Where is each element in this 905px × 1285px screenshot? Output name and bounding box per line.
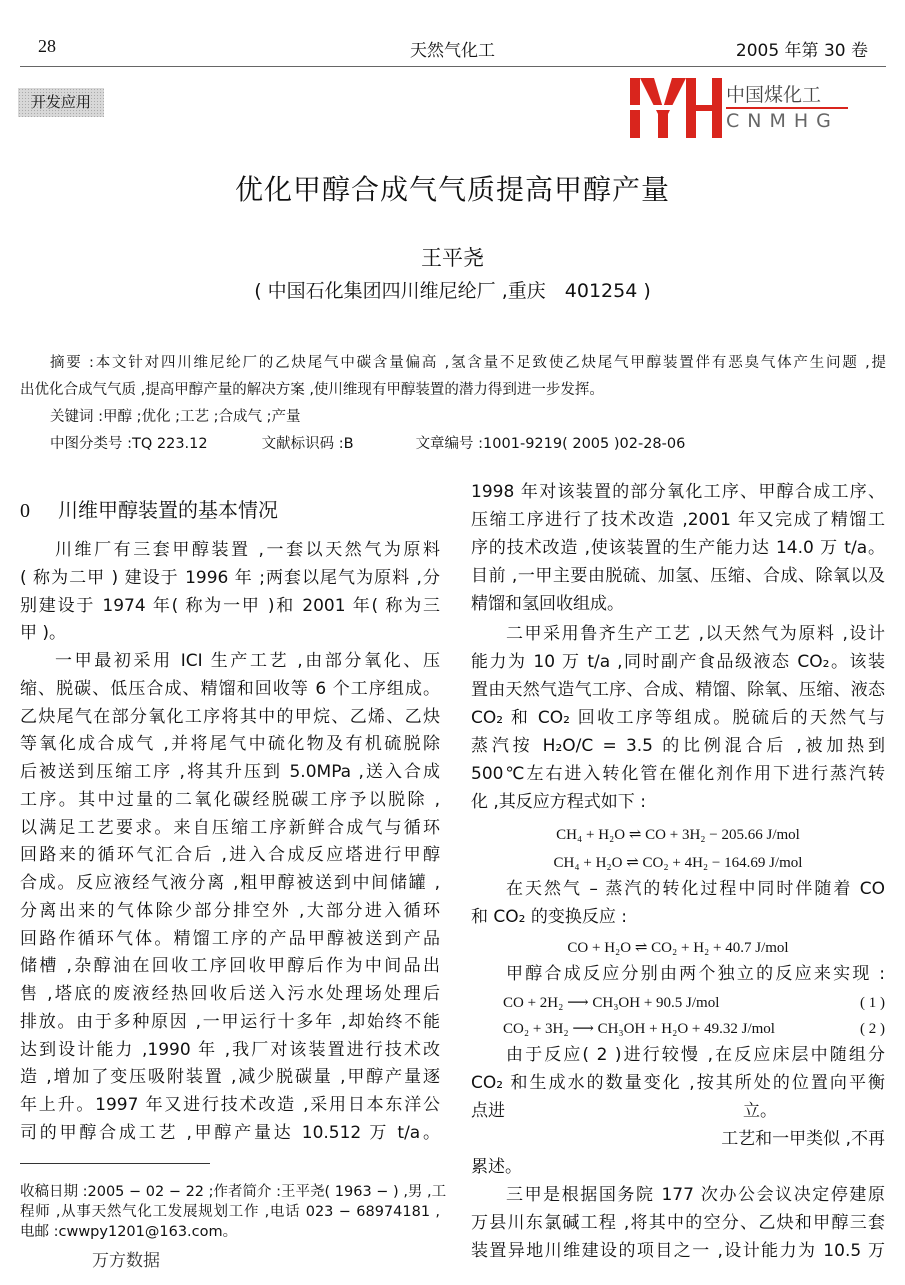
text-line [471,1098,885,1124]
text-line [20,704,440,730]
text-line-content: 工序。其中过量的二氧化碳经脱碳工序予以脱除 , [20,789,440,810]
text-line [20,953,440,979]
text-line-content: 缩、脱碳、低压合成、精馏和回收等 6 个工序组成。 [20,678,440,699]
equation-number: ( 2 ) [860,1021,885,1037]
text-line [20,1009,440,1035]
text-line [471,479,885,505]
text-line-content: 万县川东氯碱工程 ,将其中的空分、乙炔和甲醇三套 [471,1213,885,1233]
equation-text: CH₄ + H₂O ⇌ CO + 3H₂ − 205.66 J/mol [556,827,800,843]
text-line-content: 回路作循环气体。精馏工序的产品甲醇被送到产品 [20,928,440,949]
text-line [20,620,440,646]
text-line [471,677,885,703]
equation [471,935,885,961]
equation-number: ( 1 ) [860,995,885,1011]
cnmhg-logo [630,78,870,138]
text-line-content: 1998 年对该装置的部分氧化工序、甲醇合成工序、 [471,482,885,502]
text-line-content: CO₂ 和 CO₂ 回收工序等组成。脱硫后的天然气与 [471,708,885,728]
text-line [471,563,885,589]
text-line-content: 和 CO₂ 的变换反应 : [471,907,628,927]
logo-name-en: CNMHG [726,110,839,132]
text-line-content: 二甲采用鲁齐生产工艺 ,以天然气为原料 ,设计 [506,624,885,644]
footnote-line: 电邮 :cwwpy1201@163.com。 [20,1224,238,1240]
text-line-content: 达到设计能力 ,1990 年 ,我厂对该装置进行技术改 [20,1039,440,1060]
text-line [471,705,885,731]
text-line-content: 乙炔尾气在部分氧化工序将其中的甲烷、乙烯、乙炔 [20,706,440,727]
text-line-content: 能力为 10 万 t/a ,同时副产食品级液态 CO₂。该装 [471,652,885,672]
text-line [471,535,885,561]
page-number: 28 [38,36,56,56]
text-line [20,1092,440,1118]
section-tag: 开发应用 [18,88,104,117]
text-line-content: 压缩工序进行了技术改造 ,2001 年又完成了精馏工 [471,510,885,530]
text-line [471,507,885,533]
text-line-content: 别建设于 1974 年( 称为一甲 )和 2001 年( 称为三 [20,595,440,616]
text-line-content: 年上升。1997 年又进行技术改造 ,采用日本东洋公 [20,1095,440,1115]
text-line [471,1042,885,1068]
clc-number: 中图分类号 :TQ 223.12 [50,436,208,452]
text-line [471,591,885,617]
footnote-line: 程师 ,从事天然气化工发展规划工作 ,电话 023 − 68974181 , [20,1204,440,1220]
abstract [20,350,886,458]
text-line [471,1070,885,1096]
text-line [20,1037,440,1063]
text-line-content: 甲 )。 [20,623,67,644]
header-rule [20,66,886,67]
classification-line [20,431,886,458]
text-line-content: 后被送到压缩工序 ,将其升压到 5.0MPa ,送入合成 [20,762,440,782]
text-line [20,648,440,674]
text-line-content: 川维厂有三套甲醇装置 ,一套以天然气为原料 [55,540,440,560]
equation [471,990,885,1016]
text-line [471,649,885,675]
text-line [471,1154,885,1180]
text-line-content: 置由天然气造气工序、合成、精馏、除氧、压缩、液态 [471,680,885,700]
text-line-content: 目前 ,一甲主要由脱硫、加氢、压缩、合成、除氧以及 [471,566,885,586]
mh-logo-icon [630,78,722,138]
text-line [471,876,885,902]
text-line [20,593,440,619]
text-line-content: 分离出来的气体除少部分排空外 ,大部分进入循环 [20,900,440,921]
text-line [20,898,440,924]
text-line-content: 化 ,其反应方程式如下 : [471,792,646,812]
text-line-content: 累述。 [471,1157,522,1177]
text-line [471,904,885,930]
equation-text: CH₄ + H₂O ⇌ CO₂ + 4H₂ − 164.69 J/mol [553,855,803,871]
issue-info: 2005 年第 30 卷 [735,41,868,61]
text-line-content: 合成。反应液经气液分离 ,粗甲醇被送到中间储罐 , [20,873,440,893]
document-code: 文献标识码 :B [261,436,354,452]
watermark-text: 万方数据 [92,1251,160,1271]
footnote-rule [20,1163,210,1164]
footnote-line: 收稿日期 :2005 − 02 − 22 ;作者简介 :王平尧( 1963 − ) ,男 ,工 [20,1184,447,1200]
text-line-content: 排放。由于多种原因 ,一甲运行十多年 ,却始终不能 [20,1011,440,1032]
text-line-content: 点进 立。 [471,1101,777,1121]
equation-text: CO + 2H₂ ⟶ CH₃OH + 90.5 J/mol [503,995,720,1011]
text-line [20,537,440,563]
keywords: 关键词 :甲醇 ;优化 ;工艺 ;合成气 ;产量 [50,409,301,425]
text-line-content: 售 ,塔底的废液经热回收后送入污水处理场处理后 [20,984,440,1004]
equation [471,1016,885,1042]
section-number: 0 [20,500,30,522]
text-line [20,870,440,896]
text-line [20,787,440,813]
article-number: 文章编号 :1001-9219( 2005 )02-28-06 [415,436,686,452]
text-line [20,981,440,1007]
text-line-content: 精馏和氢回收组成。 [471,594,624,614]
text-line-content: CO₂ 和生成水的数量变化 ,按其所处的位置向平衡 [471,1073,885,1093]
text-line [471,1210,885,1236]
text-line [471,961,885,987]
text-line [20,815,440,841]
text-line-content: 一甲最初采用 ICI 生产工艺 ,由部分氧化、压 [55,651,440,671]
text-line-content: ( 称为二甲 ) 建设于 1996 年 ;两套以尾气为原料 ,分 [20,567,440,588]
text-line [20,676,440,702]
text-line-content: 500℃左右进入转化管在催化剂作用下进行蒸汽转 [471,764,885,784]
text-line-content: 储槽 ,杂醇油在回收工序回收甲醇后作为中间品出 [20,956,440,977]
text-line-content: 装置异地川维建设的项目之一 ,设计能力为 10.5 万 [471,1241,885,1261]
text-line [20,1120,440,1146]
text-line [20,926,440,952]
text-line [20,731,440,757]
text-line [20,759,440,785]
affiliation: ( 中国石化集团四川维尼纶厂 ,重庆 401254 ) [254,280,651,302]
author: 王平尧 [421,246,484,270]
text-line-content: 甲醇合成反应分别由两个独立的反应来实现 : [506,964,885,984]
footnote [20,1182,447,1242]
equation [471,822,885,848]
text-line [20,842,440,868]
abstract-line: 摘要 :本文针对四川维尼纶厂的乙炔尾气中碳含量偏高 ,氢含量不足致使乙炔尾气甲醇装置伴有恶臭气体产生问题 ,提 [50,355,886,371]
text-line [20,565,440,591]
text-line-content: 以满足工艺要求。来自压缩工序新鲜合成气与循环 [20,817,440,838]
text-line-content: 工艺和一甲类似 ,不再 [721,1129,885,1149]
text-line [471,621,885,647]
article-title: 优化甲醇合成气气质提高甲醇产量 [234,173,670,206]
text-line-content: 三甲是根据国务院 177 次办公会议决定停建原 [506,1185,885,1205]
journal-name: 天然气化工 [410,41,495,61]
text-line-content: 由于反应( 2 )进行较慢 ,在反应床层中随组分 [506,1045,885,1065]
text-line-content: 等氧化成合成气 ,并将尾气中硫化物及有机硫脱除 [20,734,440,755]
text-line [471,733,885,759]
section-heading [20,494,278,523]
text-line [471,789,885,815]
equation-text: CO + H₂O ⇌ CO₂ + H₂ + 40.7 J/mol [567,940,789,956]
text-line-content: 蒸汽按 H₂O/C = 3.5 的比例混合后 ,被加热到 [471,736,885,756]
text-line-content: 序的技术改造 ,使该装置的生产能力达 14.0 万 t/a。 [471,538,885,558]
text-line-content: 回路来的循环气汇合后 ,进入合成反应塔进行甲醇 [20,845,440,866]
text-line-content: 在天然气 – 蒸汽的转化过程中同时伴随着 CO [506,879,885,899]
section-title: 川维甲醇装置的基本情况 [58,498,278,522]
text-line [471,1182,885,1208]
logo-name-cn: 中国煤化工 [726,80,848,109]
text-line [471,761,885,787]
abstract-line: 出优化合成气气质 ,提高甲醇产量的解决方案 ,使川维现有甲醇装置的潜力得到进一步发挥。 [20,382,604,398]
text-line [471,1126,885,1152]
text-line-content: 造 ,增加了变压吸附装置 ,减少脱碳量 ,甲醇产量逐 [20,1067,440,1088]
equation-text: CO₂ + 3H₂ ⟶ CH₃OH + H₂O + 49.32 J/mol [503,1021,775,1037]
text-line [471,1238,885,1264]
text-line [20,1064,440,1090]
text-line-content: 司的甲醇合成工艺 ,甲醇产量达 10.512 万 t/a。 [20,1122,440,1143]
equation [471,850,885,876]
